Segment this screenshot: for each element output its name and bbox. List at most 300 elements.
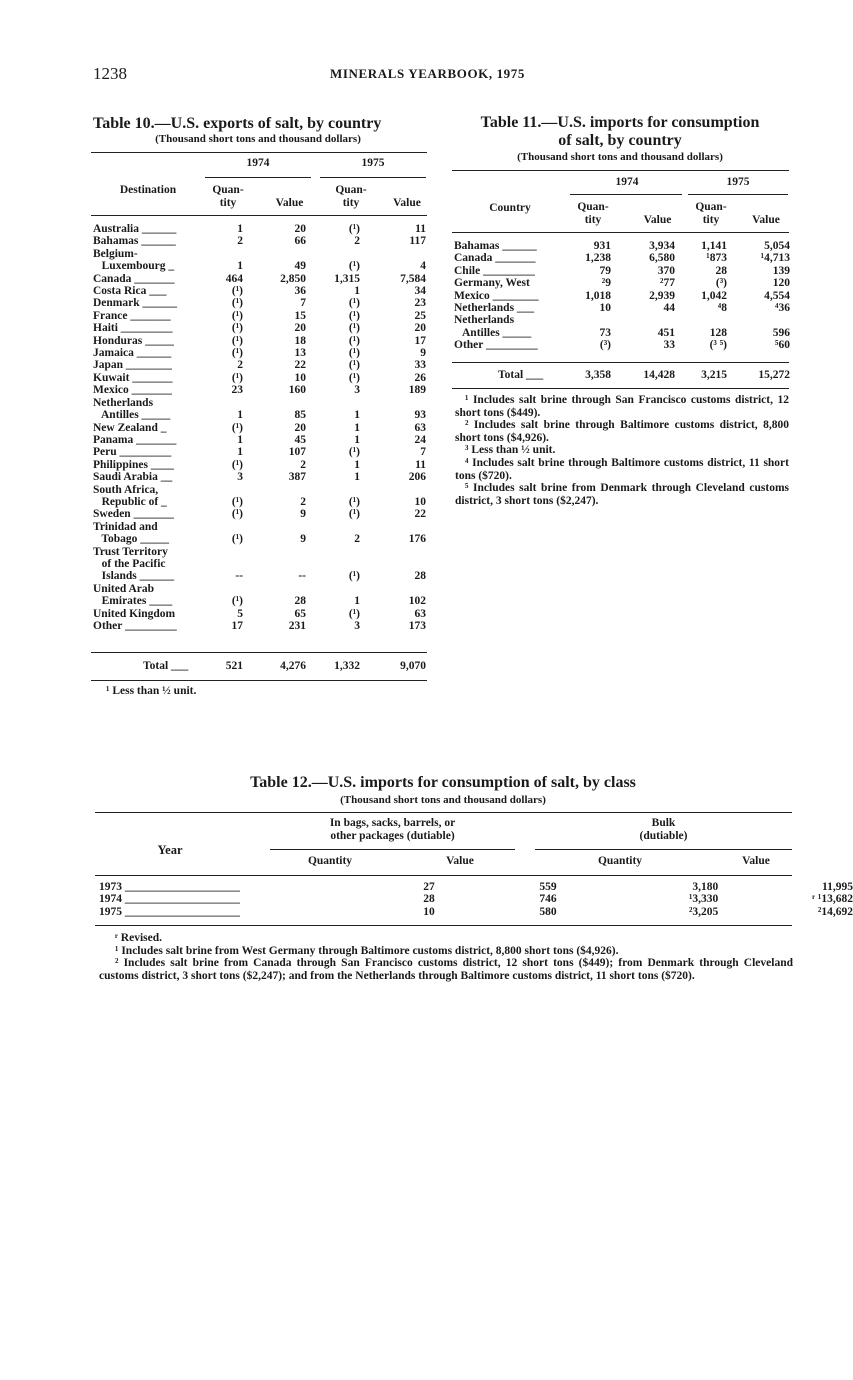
cell-value-1974: 2,939 xyxy=(649,289,675,302)
cell-qty-1974: 73 xyxy=(599,326,611,339)
table10-total-rule xyxy=(91,652,427,653)
cell-qty-1975: (¹) xyxy=(348,334,360,347)
table12-body xyxy=(99,881,853,918)
cell-quantity-bulk: 3,180 xyxy=(692,881,719,893)
cell-value-1975: 7 xyxy=(420,446,426,459)
row-label: Canada _______ xyxy=(454,252,536,265)
cell-qty-1974: (¹) xyxy=(231,334,243,347)
table-row xyxy=(93,235,426,247)
cell-value-1975: 25 xyxy=(414,309,426,322)
table-row xyxy=(93,558,426,570)
table10-col-qty-1974: Quan- tity xyxy=(212,184,244,209)
table10-footnote: ¹ Less than ½ unit. xyxy=(106,685,197,697)
row-label: Antilles _____ xyxy=(454,326,532,339)
row-label: Bahamas ______ xyxy=(93,235,176,248)
cell-qty-1974 xyxy=(567,314,611,326)
cell-value-1975: ¹4,713 xyxy=(760,252,790,265)
table-row xyxy=(93,484,426,496)
row-label: Luxembourg _ xyxy=(93,260,175,273)
cell-qty-1975: (¹) xyxy=(348,260,360,273)
table-row xyxy=(93,285,426,297)
cell-quantity-packaged: 27 xyxy=(423,881,435,893)
cell-qty-1975: (¹) xyxy=(348,446,360,459)
cell-value-1975: 34 xyxy=(414,285,426,298)
table12-col-quantity-bulk: Quantity xyxy=(597,855,643,867)
cell-value-1974 xyxy=(243,583,306,595)
cell-value-1975: 93 xyxy=(414,409,426,422)
cell-value-1974: 9 xyxy=(300,508,306,521)
table11-top-rule xyxy=(452,170,789,171)
row-label: Trinidad and xyxy=(93,520,158,533)
table-row xyxy=(93,546,426,558)
cell-qty-1975: (¹) xyxy=(348,347,360,360)
cell-value-1975: 5,054 xyxy=(764,240,790,252)
cell-qty-1974 xyxy=(209,248,243,260)
cell-qty-1975 xyxy=(306,558,360,570)
cell-value-1974: 3,934 xyxy=(649,240,675,252)
cell-quantity-packaged: 28 xyxy=(423,893,435,906)
cell-value-packaged: 746 xyxy=(539,893,557,906)
cell-value-1974: 44 xyxy=(663,302,675,315)
cell-quantity-bulk: ²3,205 xyxy=(688,905,719,918)
cell-value-1975: 11 xyxy=(415,458,426,471)
cell-value-1974: 387 xyxy=(288,471,306,484)
table11-col-value-1975: Value xyxy=(752,214,780,226)
table12-col-value-packaged: Value xyxy=(446,855,474,867)
table12-header-rule xyxy=(95,875,792,876)
table-row xyxy=(454,302,790,314)
cell-qty-1975 xyxy=(306,397,360,409)
total-label: Total ___ xyxy=(143,660,189,672)
table-row xyxy=(99,893,853,905)
table12-col-quantity-packaged: Quantity xyxy=(307,855,353,867)
cell-value-1974: 4,276 xyxy=(280,660,306,672)
table-row xyxy=(93,397,426,409)
cell-value-1974: 20 xyxy=(294,421,306,434)
table11-footnotes xyxy=(455,394,789,507)
cell-value-1975 xyxy=(360,583,426,595)
cell-qty-1975: 128 xyxy=(709,326,727,339)
table-row xyxy=(93,273,426,285)
cell-value-1974 xyxy=(243,546,306,558)
cell-value-1974: 49 xyxy=(294,260,306,273)
table12-bottom-rule xyxy=(95,925,792,926)
row-label: Netherlands xyxy=(93,396,154,409)
cell-qty-1974: (¹) xyxy=(231,508,243,521)
row-label: Saudi Arabia __ xyxy=(93,471,173,484)
cell-value-1974: ²77 xyxy=(660,277,675,290)
cell-value-1975: 20 xyxy=(414,322,426,335)
cell-qty-1974: -- xyxy=(235,570,243,583)
row-label: Bahamas ______ xyxy=(454,240,537,252)
cell-qty-1974: 1,018 xyxy=(585,289,611,302)
cell-value-1975: 24 xyxy=(414,433,426,446)
cell-value-1974: 2,850 xyxy=(280,272,306,285)
cell-value-bulk: ʳ ¹13,682 xyxy=(812,893,853,906)
row-label: Jamaica ______ xyxy=(93,347,172,360)
cell-qty-1975: ⁴8 xyxy=(717,302,727,315)
table11-footnote-1: ¹ Includes salt brine through San Francisco customs district, 12 short tons ($449). xyxy=(455,394,789,419)
cell-qty-1975: (¹) xyxy=(348,371,360,384)
cell-value-1974: 7 xyxy=(300,297,306,310)
cell-qty-1974 xyxy=(209,558,243,570)
cell-value-1975: 117 xyxy=(409,235,426,248)
cell-qty-1975: (¹) xyxy=(348,223,360,235)
table11-span-rule-1975 xyxy=(688,194,788,195)
cell-value-1975: 33 xyxy=(414,359,426,372)
table-row xyxy=(454,290,790,302)
page-number: 1238 xyxy=(93,64,127,83)
cell-value-1974: 9 xyxy=(300,533,306,546)
cell-value-1974: 370 xyxy=(657,264,675,277)
cell-qty-1975: (¹) xyxy=(348,495,360,508)
cell-value-1975: 11 xyxy=(415,223,426,235)
cell-qty-1975: 1,141 xyxy=(701,240,727,252)
cell-qty-1975: (¹) xyxy=(348,322,360,335)
cell-value-1975: 173 xyxy=(408,620,426,632)
cell-qty-1975: (¹) xyxy=(348,309,360,322)
table11-body xyxy=(454,240,790,352)
cell-qty-1975: (¹) xyxy=(348,570,360,583)
table10-col-destination: Destination xyxy=(119,184,177,196)
cell-value-1974: 45 xyxy=(294,433,306,446)
table12-footnote-2: ² Includes salt brine from Canada through San Francisco customs district, 12 short tons ($449); from Denmark through Cleveland customs district, 3 short tons ($2,247); and from the Netherlands through Baltimore customs district, 11 short tons ($720). xyxy=(99,957,793,982)
table12-footnote-r: ʳ Revised. xyxy=(115,932,163,944)
table12-col-value-bulk: Value xyxy=(742,855,770,867)
cell-value-1975: 4 xyxy=(420,260,426,273)
cell-value-bulk: ²14,692 xyxy=(817,905,853,918)
row-label: Netherlands ___ xyxy=(454,302,535,315)
cell-qty-1975 xyxy=(306,583,360,595)
cell-value-1975: 120 xyxy=(772,277,790,290)
cell-value-1974: 451 xyxy=(657,326,675,339)
cell-value-1974: 18 xyxy=(294,334,306,347)
row-label: Philippines ____ xyxy=(93,458,174,471)
cell-value-1974: 15 xyxy=(294,309,306,322)
cell-value-1975: 26 xyxy=(414,371,426,384)
cell-qty-1975: (¹) xyxy=(348,359,360,372)
row-label: Belgium- xyxy=(93,247,138,260)
row-label: New Zealand _ xyxy=(93,421,167,434)
table10-year-1975: 1975 xyxy=(361,157,385,169)
cell-qty-1975: (³ ⁵) xyxy=(709,339,727,352)
cell-qty-1975: 2 xyxy=(354,235,360,248)
table11-header-rule xyxy=(452,232,789,233)
cell-value-1975: 9,070 xyxy=(400,660,426,672)
table11-col-qty-1975: Quan- tity xyxy=(695,201,727,226)
table10-col-value-1974: Value xyxy=(275,197,304,209)
cell-qty-1974: 3 xyxy=(237,471,243,484)
cell-qty-1974: 2 xyxy=(237,359,243,372)
table-row xyxy=(93,260,426,272)
table-row xyxy=(93,446,426,458)
table-row xyxy=(93,496,426,508)
cell-value-1975: 23 xyxy=(414,297,426,310)
table-row xyxy=(93,347,426,359)
table10-top-rule xyxy=(91,152,427,153)
cell-qty-1974: 1 xyxy=(237,260,243,273)
table11-col-qty-1974: Quan- tity xyxy=(577,201,609,226)
row-label: Republic of _ xyxy=(93,495,167,508)
running-title: MINERALS YEARBOOK, 1975 xyxy=(330,66,525,81)
table12-footnotes xyxy=(99,932,793,982)
cell-qty-1974: 1 xyxy=(237,223,243,235)
table-row xyxy=(93,533,426,545)
table11-footnote-2: ² Includes salt brine through Baltimore customs district, 8,800 short tons ($4,926). xyxy=(455,419,789,444)
cell-value-1975: 15,272 xyxy=(758,369,790,381)
cell-value-1975 xyxy=(360,546,426,558)
cell-value-1974 xyxy=(611,314,675,326)
cell-qty-1974: 1 xyxy=(237,409,243,422)
row-label: Panama _______ xyxy=(93,433,177,446)
table-row xyxy=(93,422,426,434)
row-label: of the Pacific xyxy=(93,557,166,570)
cell-qty-1974: (¹) xyxy=(231,371,243,384)
table12-col-year: Year xyxy=(157,843,183,857)
cell-qty-1974: (¹) xyxy=(231,297,243,310)
table-row xyxy=(93,372,426,384)
cell-value-1974 xyxy=(243,484,306,496)
table-row xyxy=(93,620,426,632)
cell-value-1975: 102 xyxy=(408,595,426,608)
cell-qty-1975: 1 xyxy=(354,409,360,422)
table12-subtitle: (Thousand short tons and thousand dollars) xyxy=(340,794,546,806)
cell-qty-1975 xyxy=(306,484,360,496)
table-row xyxy=(93,570,426,582)
cell-qty-1974: (¹) xyxy=(231,322,243,335)
row-label: Other _________ xyxy=(454,339,538,352)
cell-qty-1975: 3 xyxy=(354,384,360,397)
row-label: Kuwait _______ xyxy=(93,371,173,384)
cell-qty-1975: (¹) xyxy=(348,508,360,521)
row-label: Netherlands xyxy=(454,314,515,327)
cell-qty-1975: (¹) xyxy=(348,297,360,310)
table-row xyxy=(93,508,426,520)
row-label: Denmark ______ xyxy=(93,297,178,310)
cell-value-1975: 176 xyxy=(408,533,426,546)
cell-qty-1975: 1 xyxy=(354,285,360,298)
cell-qty-1974 xyxy=(209,546,243,558)
cell-qty-1975: 1,042 xyxy=(701,289,727,302)
row-label: Mexico ________ xyxy=(454,289,539,302)
table12-span-rule-bulk xyxy=(535,849,792,850)
table10-year-1974: 1974 xyxy=(246,157,270,169)
row-label: 1973 ____________________ xyxy=(99,881,240,893)
cell-qty-1975 xyxy=(306,521,360,533)
table-row xyxy=(93,223,426,235)
cell-value-1974: 66 xyxy=(294,235,306,248)
cell-qty-1974: 17 xyxy=(231,620,243,632)
row-label: France _______ xyxy=(93,309,171,322)
cell-value-1974: 13 xyxy=(294,347,306,360)
cell-value-1975: 28 xyxy=(414,570,426,583)
cell-value-1975: 189 xyxy=(408,384,426,397)
table-row xyxy=(93,359,426,371)
cell-value-1974 xyxy=(243,248,306,260)
table-row xyxy=(93,608,426,620)
table11-total xyxy=(454,369,790,381)
table10-header-rule xyxy=(91,215,427,216)
cell-quantity-bulk: ¹3,330 xyxy=(688,893,719,906)
cell-qty-1974: 931 xyxy=(593,240,611,252)
cell-value-1974: 85 xyxy=(294,409,306,422)
cell-qty-1975: 1 xyxy=(354,433,360,446)
cell-qty-1975: ¹873 xyxy=(706,252,727,265)
row-label: Germany, West xyxy=(454,277,530,290)
cell-qty-1975: 1 xyxy=(354,421,360,434)
table-row xyxy=(454,240,790,252)
cell-qty-1974 xyxy=(209,583,243,595)
table-row xyxy=(93,409,426,421)
cell-value-1975 xyxy=(360,521,426,533)
table-row xyxy=(454,339,790,351)
table10-span-rule-1975 xyxy=(320,177,426,178)
cell-value-1975: 10 xyxy=(414,495,426,508)
cell-qty-1974: (¹) xyxy=(231,285,243,298)
cell-value-1974 xyxy=(243,558,306,570)
cell-value-1974 xyxy=(243,397,306,409)
cell-qty-1974: (¹) xyxy=(231,458,243,471)
cell-qty-1974: 1,238 xyxy=(585,252,611,265)
row-label: United Kingdom xyxy=(93,607,176,620)
table11-span-rule-1974 xyxy=(570,194,682,195)
table-row xyxy=(454,265,790,277)
cell-qty-1975: 28 xyxy=(715,264,727,277)
cell-value-1975 xyxy=(360,248,426,260)
cell-qty-1974: (¹) xyxy=(231,309,243,322)
cell-qty-1974: 79 xyxy=(599,264,611,277)
table10-col-value-1975: Value xyxy=(393,197,421,209)
table12-span-rule-packaged xyxy=(270,849,515,850)
table-row xyxy=(93,521,426,533)
row-label: Emirates ____ xyxy=(93,595,173,608)
cell-value-1974: 2 xyxy=(300,495,306,508)
cell-value-1974: 2 xyxy=(300,458,306,471)
cell-qty-1974: (¹) xyxy=(231,495,243,508)
table-row xyxy=(454,252,790,264)
cell-value-1975: 63 xyxy=(414,607,426,620)
cell-value-1975: 596 xyxy=(772,326,790,339)
table10-total-row xyxy=(93,660,426,672)
cell-qty-1975: 1,332 xyxy=(334,660,360,672)
cell-value-1975: 139 xyxy=(772,264,790,277)
cell-value-1974: 22 xyxy=(294,359,306,372)
table-row xyxy=(454,314,790,326)
table12-group-packaged: In bags, sacks, barrels, or other packages (dutiable) xyxy=(329,817,456,842)
cell-quantity-packaged: 10 xyxy=(423,905,435,918)
cell-qty-1974: (¹) xyxy=(231,533,243,546)
cell-qty-1974: (¹) xyxy=(231,421,243,434)
cell-qty-1975 xyxy=(306,546,360,558)
cell-value-1974: 33 xyxy=(663,339,675,352)
cell-qty-1974: 1 xyxy=(237,433,243,446)
table10-title: Table 10.—U.S. exports of salt, by country xyxy=(93,115,382,132)
cell-qty-1974: 1 xyxy=(237,446,243,459)
cell-value-1975: 63 xyxy=(414,421,426,434)
cell-value-1974: 6,580 xyxy=(649,252,675,265)
cell-value-1975 xyxy=(360,397,426,409)
row-label: Sweden _______ xyxy=(93,508,174,521)
row-label: Honduras _____ xyxy=(93,334,174,347)
cell-qty-1975: 1 xyxy=(354,471,360,484)
cell-qty-1974: 5 xyxy=(237,607,243,620)
cell-value-bulk: 11,995 xyxy=(822,881,853,893)
table-row xyxy=(93,434,426,446)
table-row xyxy=(99,881,853,893)
table12-top-rule xyxy=(95,812,792,813)
table12-title: Table 12.—U.S. imports for consumption of salt, by class xyxy=(250,774,636,791)
table-row xyxy=(93,384,426,396)
row-label: United Arab xyxy=(93,582,155,595)
cell-qty-1974 xyxy=(209,397,243,409)
row-label: Antilles _____ xyxy=(93,409,171,422)
total-label: Total ___ xyxy=(498,369,544,381)
table10-subtitle: (Thousand short tons and thousand dollars) xyxy=(155,133,361,145)
cell-value-1975: 22 xyxy=(414,508,426,521)
cell-qty-1974: 10 xyxy=(599,302,611,315)
table-row xyxy=(93,297,426,309)
row-label: Islands ______ xyxy=(93,570,175,583)
row-label: Other _________ xyxy=(93,620,177,632)
table10-bottom-rule xyxy=(91,680,427,681)
row-label: Mexico _______ xyxy=(93,384,172,397)
cell-qty-1974 xyxy=(209,521,243,533)
cell-qty-1974: (¹) xyxy=(231,347,243,360)
cell-value-packaged: 580 xyxy=(539,905,557,918)
table-row xyxy=(93,583,426,595)
cell-value-1974: -- xyxy=(298,570,306,583)
row-label: Costa Rica ___ xyxy=(93,285,167,298)
cell-qty-1975: 3 xyxy=(354,620,360,632)
row-label: Trust Territory xyxy=(93,545,168,558)
cell-value-1975 xyxy=(360,484,426,496)
cell-qty-1974: 521 xyxy=(225,660,243,672)
table10-span-rule-1974 xyxy=(205,177,311,178)
row-label: Chile _________ xyxy=(454,264,535,277)
cell-value-1975: 7,584 xyxy=(400,272,426,285)
cell-value-1975 xyxy=(360,558,426,570)
cell-qty-1975: (³) xyxy=(715,277,727,290)
table-row xyxy=(454,327,790,339)
cell-qty-1974: ²9 xyxy=(601,277,611,290)
table11-bottom-rule xyxy=(452,388,789,389)
table11-total-row xyxy=(454,369,790,381)
cell-value-1974: 36 xyxy=(294,285,306,298)
cell-qty-1974 xyxy=(209,484,243,496)
row-label: Peru _________ xyxy=(93,446,172,459)
cell-qty-1974: 3,358 xyxy=(585,369,611,381)
table11-col-value-1974: Value xyxy=(643,214,672,226)
table11-footnote-4: ⁴ Includes salt brine through Baltimore customs district, 11 short tons ($720). xyxy=(455,456,789,482)
cell-qty-1975 xyxy=(675,314,727,326)
table10-body xyxy=(93,223,426,632)
table12-footnote-1: ¹ Includes salt brine from West Germany through Baltimore customs district, 8,800 short tons ($4,926). xyxy=(115,944,619,957)
cell-qty-1975: 2 xyxy=(354,533,360,546)
cell-value-1974: 10 xyxy=(294,371,306,384)
cell-value-1974: 14,428 xyxy=(643,369,675,381)
cell-value-1975: ⁵60 xyxy=(775,339,790,352)
table-row xyxy=(93,248,426,260)
cell-qty-1975 xyxy=(306,248,360,260)
table10-col-qty-1975: Quan- tity xyxy=(335,184,367,209)
row-label: South Africa, xyxy=(93,483,159,496)
cell-value-1974: 20 xyxy=(294,223,306,235)
table-row xyxy=(93,595,426,607)
row-label: Japan ________ xyxy=(93,359,172,372)
table-row xyxy=(93,322,426,334)
table11-year-1975: 1975 xyxy=(726,176,750,188)
cell-value-1975 xyxy=(727,314,790,326)
